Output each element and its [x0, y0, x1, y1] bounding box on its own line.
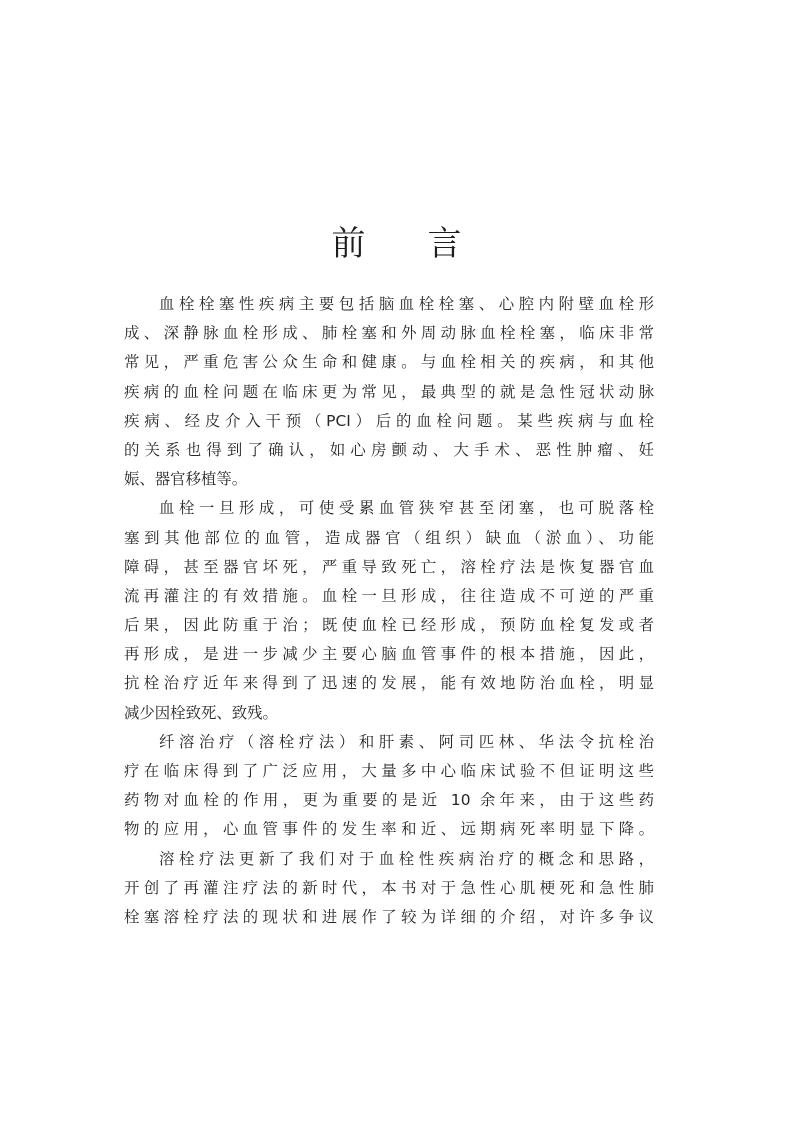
text-line: 血栓一旦形成，可使受累血管狭窄甚至闭塞，也可脱落栓 [159, 499, 654, 518]
text-line: 栓塞溶栓疗法的现状和进展作了较为详细的介绍，对许多争议 [124, 907, 654, 926]
text-line: 再形成，是进一步减少主要心脑血管事件的根本措施，因此， [124, 645, 654, 664]
text-line: 障碍，甚至器官坏死，严重导致死亡，溶栓疗法是恢复器官血 [124, 557, 654, 576]
text-line: 成、深静脉血栓形成、肺栓塞和外周动脉血栓栓塞，临床非常 [124, 324, 654, 343]
text-line: 纤溶治疗（溶栓疗法）和肝素、阿司匹林、华法令抗栓治 [159, 732, 654, 751]
page-title [0, 222, 793, 266]
text-line: 抗栓治疗近年来得到了迅速的发展，能有效地防治血栓，明显 [124, 674, 654, 693]
title-char-2: 言 [427, 224, 462, 264]
text-line: 的关系也得到了确认，如心房颤动、大手术、恶性肿瘤、妊 [124, 440, 654, 459]
text-line: 疗在临床得到了广泛应用，大量多中心临床试验不但证明这些 [124, 762, 654, 780]
text-line: 减少因栓致死、致残。 [124, 703, 278, 722]
text-line: 疾病、经皮介入干预（PCI）后的血栓问题。某些疾病与血栓 [124, 411, 654, 430]
text-line: 流再灌注的有效措施。血栓一旦形成，往往造成不可逆的严重 [124, 586, 654, 605]
text-line: 常见，严重危害公众生命和健康。与血栓相关的疾病，和其他 [124, 353, 654, 372]
body-text [124, 290, 654, 932]
text-line: 物的应用，心血管事件的发生率和近、远期病死率明显下降。 [124, 820, 654, 839]
text-line: 药物对血栓的作用，更为重要的是近 10 余年来，由于这些药 [124, 791, 654, 810]
text-line: 娠、器官移植等。 [124, 470, 248, 489]
title-char-1: 前 [331, 224, 366, 264]
text-line: 血栓栓塞性疾病主要包括脑血栓栓塞、心腔内附壁血栓形 [159, 295, 654, 313]
text-line: 塞到其他部位的血管，造成器官（组织）缺血（淤血）、功能 [124, 528, 654, 547]
text-line: 溶栓疗法更新了我们对于血栓性疾病治疗的概念和思路， [159, 849, 654, 868]
text-line: 后果，因此防重于治；既使血栓已经形成，预防血栓复发或者 [124, 616, 654, 635]
text-line: 疾病的血栓问题在临床更为常见，最典型的就是急性冠状动脉 [124, 382, 654, 401]
text-line: 开创了再灌注疗法的新时代，本书对于急性心肌梗死和急性肺 [124, 878, 654, 897]
